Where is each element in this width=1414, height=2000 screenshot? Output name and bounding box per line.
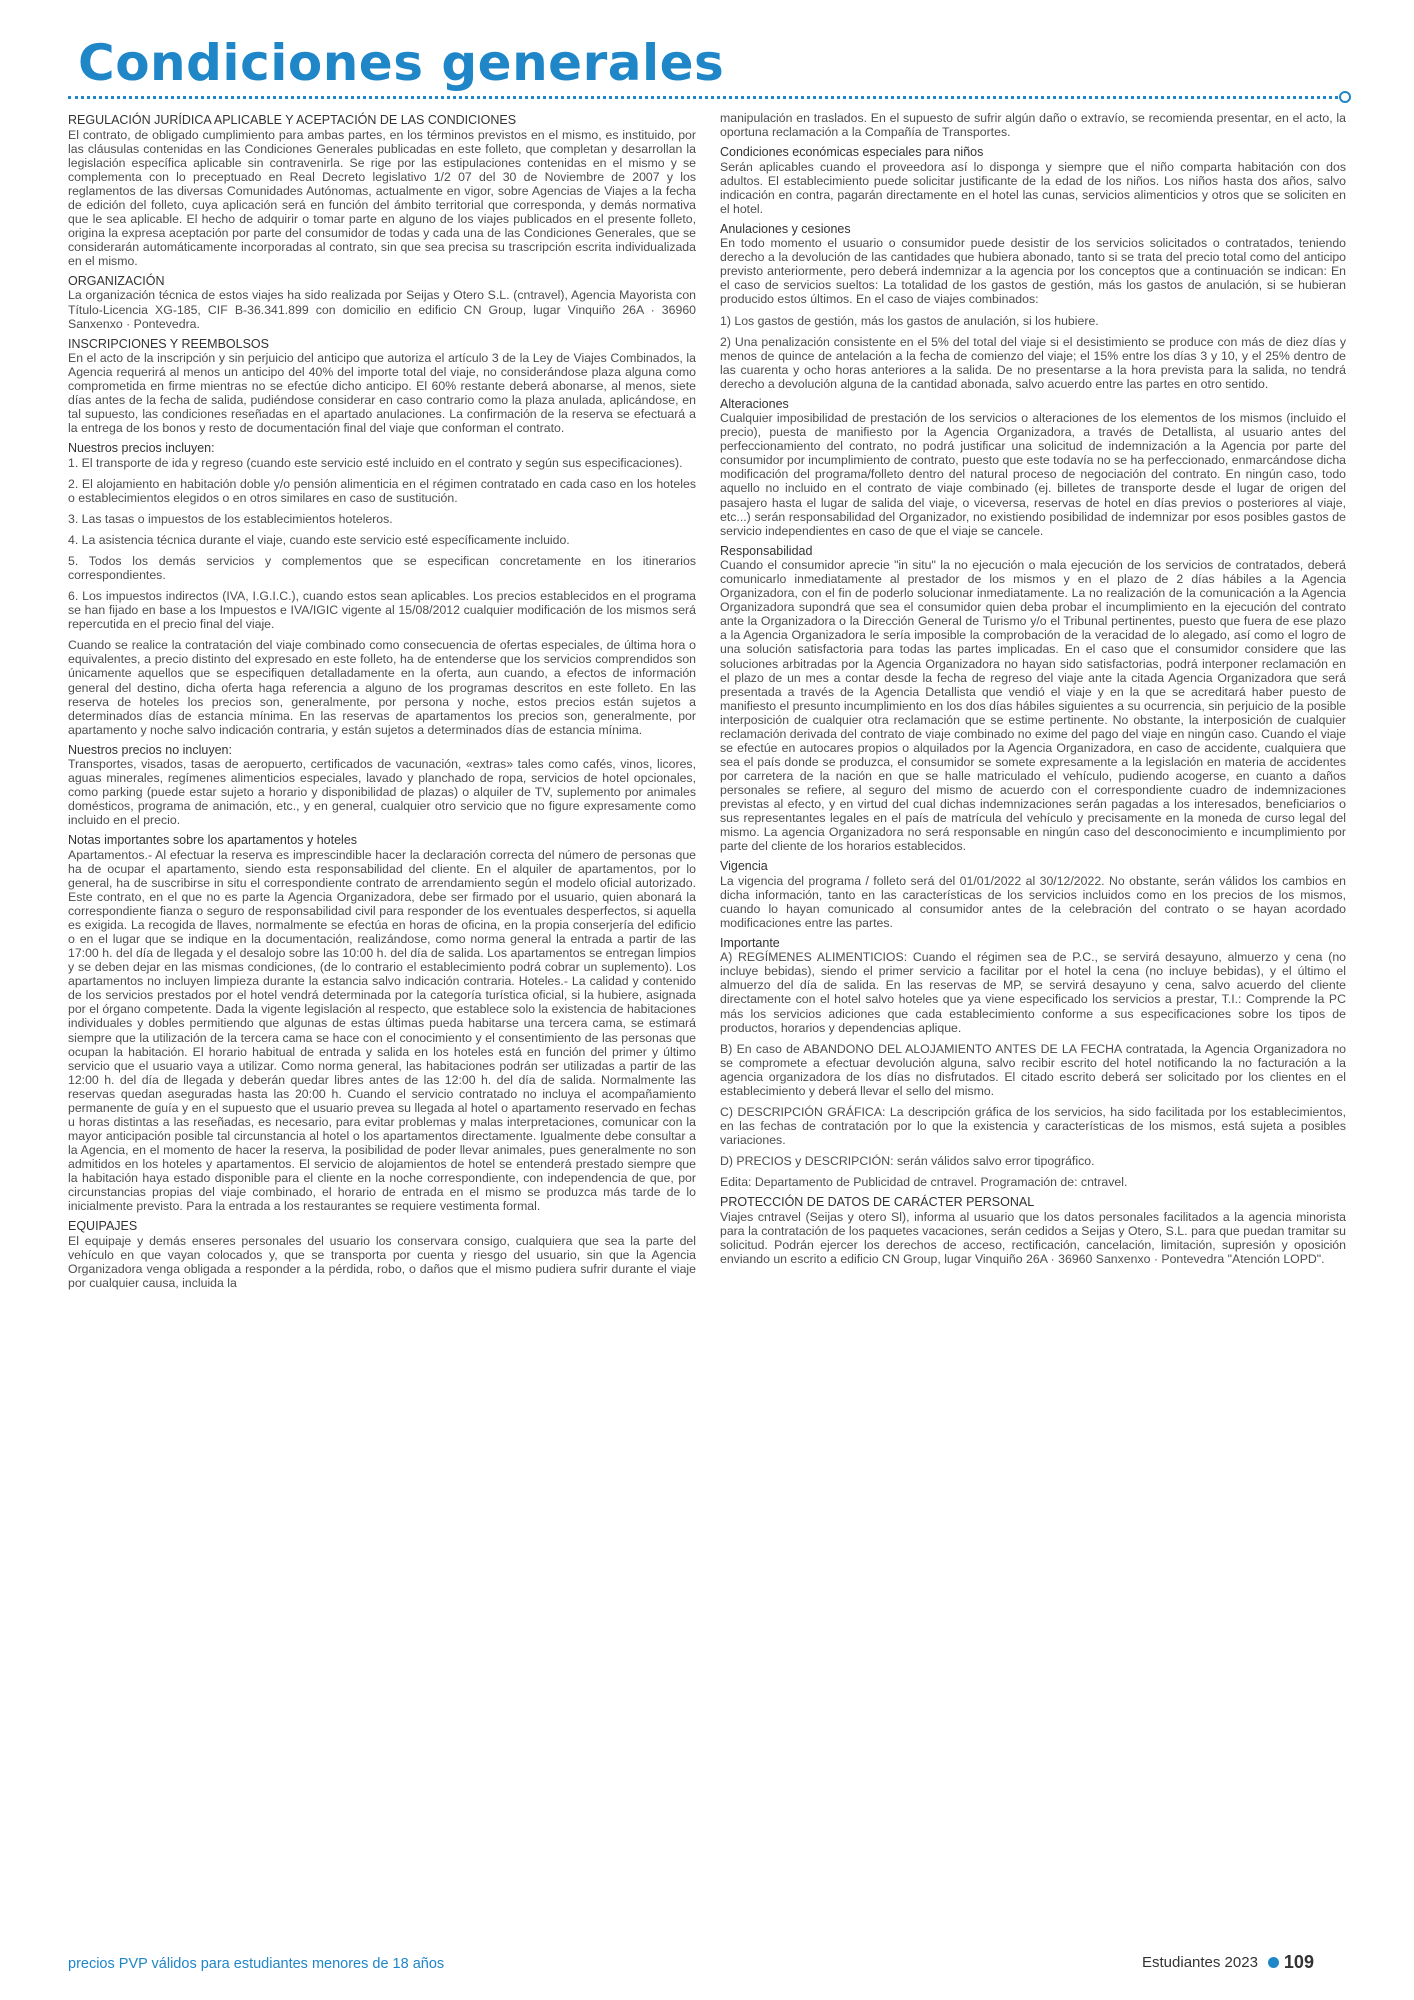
paragraph-responsabilidad: Cuando el consumidor aprecie "in situ" la no ejecución o mala ejecución de los servicios de contratados, deberá comunicarlo inmediatamente al prestador de los mismos y en el plazo de 2 días hábiles a la Agencia Organizadora, con el fin de poderlo solucionar inmediatamente. La no realización de la comunicación a la Agencia Organizadora supondrá que sea el consumidor quien deba probar el incumplimiento en la ejecución del contrato ante la Organizadora o la Dirección General de Turismo y/o el Tribunal pertinentes, puesto que fuera de ese plazo a la Agencia Organizadora le sería imposible la comprobación de la veracidad de lo alegado, así como el logro de una solución satisfactoria para todas las partes implicadas. En el caso que el consumidor considere que las soluciones arbitradas por la Agencia Organizadora no hayan sido satisfactorias, podrá interponer reclamación en el plazo de un mes a contar desde la fecha de regreso del viaje ante la citada Agencia Organizadora que será presentada a través de la Agencia Detallista que vendió el viaje y en la que se acreditará haber puesto de manifiesto el presunto incumplimiento en los dos días hábiles siguientes a su ocurrencia, sin perjuicio de la posible interposición de cualquier otra reclamación que se estime pertinente. No obstante, la interposición de cualquier reclamación derivada del contrato de viaje combinado no exime del pago del viaje en ningún caso. Cuando el viaje se efectúe en autocares propios o alquilados por la Agencia Organizadora, en caso de accidente, cualquiera que sea el país donde se produzca, el consumidor se somete expresamente a la legislación en materia de accidentes por carretera de la nación en que se halle matriculado el vehículo, pudiendo acogerse, en cuanto a daños personales se refiere, al seguro del mismo de acuerdo con el correspondiente cuadro de indemnizaciones previstas al efecto, y en virtud del cual dichas indemnizaciones serán pagadas a los interesados, beneficiarios o sus representantes legales en el país de matrícula del vehículo y precisamente en la moneda de curso legal del mismo. La agencia Organizadora no será responsable en ningún caso del desconocimiento e incumplimiento por parte del cliente de los horarios establecidos.: [720, 558, 1346, 854]
paragraph-inscripciones: En el acto de la inscripción y sin perjuicio del anticipo que autoriza el artículo 3 de la Ley de Viajes Combinados, la Agencia requerirá al menos un anticipo del 40% del importe total del viaje, no considerándose plaza alguna como comprometida en firme mientras no se efectúe dicho anticipo. El 60% restante deberá abonarse, al menos, siete días antes de la fecha de salida, pudiéndose considerar en caso contrario como la plaza anulada, aplicándose, en tal supuesto, las condiciones reseñadas en el apartado anulaciones. La confirmación de la reserva se efectuará a la entrega de los bonos y resto de documentación final del viaje que conforman el contrato.: [68, 351, 696, 436]
paragraph-equipajes: El equipaje y demás enseres personales del usuario los conservara consigo, cualquiera que sea la parte del vehículo en que vayan colocados y, que se transporta por cuenta y riesgo del usuario, sin que la Agencia Organizadora venga obligada a responder a la pérdida, robo, o daños que el mismo pudiera sufrir durante el viaje por cualquier causa, incluida la: [68, 1233, 696, 1290]
list-item-importante-a: A) REGÍMENES ALIMENTICIOS: Cuando el régimen sea de P.C., se servirá desayuno, almuerzo y cena (no incluye bebidas), siendo el primer servicio a facilitar por el hotel la cena (no incluye bebidas), y el último el almuerzo del día de salida. En las reservas de MP, se servirá desayuno y cena, salvo acuerdo del cliente directamente con el hotel salvo hoteles que ya viene especificado los servicios a prestar, T.I.: Comprende la PC más los servicios adiciones que cada establecimiento conforme a sus especificaciones sobre los tipos de productos, horarios y dependencias aplique.: [720, 950, 1346, 1035]
heading-alteraciones: Alteraciones: [720, 396, 789, 411]
heading-vigencia: Vigencia: [720, 859, 768, 874]
heading-notas: Notas importantes sobre los apartamentos y hoteles: [68, 833, 358, 848]
heading-no-incluyen: Nuestros precios no incluyen:: [68, 742, 232, 757]
left-column: [68, 111, 696, 1292]
heading-equipajes: EQUIPAJES: [68, 1219, 138, 1234]
paragraph-anulaciones: En todo momento el usuario o consumidor puede desistir de los servicios solicitados o contratados, teniendo derecho a la devolución de las cantidades que hubiera abonado, tanto si se trata del precio total como del anticipo previsto anteriormente, pero deberá indemnizar a la agencia por los conceptos que a continuación se indican: En el caso de servicios sueltos: La totalidad de los gastos de gestión, más los gastos de anulación, si se hubieran producido estos últimos. En el caso de viajes combinados:: [720, 236, 1346, 307]
heading-ninos: Condiciones económicas especiales para niños: [720, 145, 984, 160]
heading-responsabilidad: Responsabilidad: [720, 543, 813, 558]
title-divider: [68, 96, 1338, 99]
heading-incluyen: Nuestros precios incluyen:: [68, 441, 215, 456]
heading-importante: Importante: [720, 935, 780, 950]
list-item-incluye-5: 5. Todos los demás servicios y complementos que se especifican concretamente en los itinerarios correspondientes.: [68, 554, 696, 583]
paragraph-organizacion: La organización técnica de estos viajes ha sido realizada por Seijas y Otero S.L. (cntravel), Agencia Mayorista con Título-Licencia XG-185, CIF B-36.341.899 con domicilio en edificio CN Group, lugar Vinquiño 26A · 36960 Sanxenxo · Pontevedra.: [68, 288, 696, 331]
paragraph-edita: Edita: Departamento de Publicidad de cntravel. Programación de: cntravel.: [720, 1175, 1128, 1189]
list-item-incluye-3: 3. Las tasas o impuestos de los establecimientos hoteleros.: [68, 512, 393, 527]
heading-inscripciones: INSCRIPCIONES Y REEMBOLSOS: [68, 336, 269, 351]
paragraph-ofertas: Cuando se realice la contratación del viaje combinado como consecuencia de ofertas especiales, de última hora o equivalentes, a precio distinto del expresado en este folleto, ha de entenderse que los servicios comprendidos son únicamente aquellos que se especifiquen detalladamente en la oferta, aun cuando, a efectos de información general del destino, dicha oferta haga referencia a alguno de los programas descritos en este folleto. En las reserva de hoteles los precios son, generalmente, por persona y noche, estos precios están sujetos a determinados días de estancia mínima. En las reservas de apartamentos los precios son, generalmente, por apartamento y noche salvo indicación contraria, y están sujetos a determinados días de estancia mínima.: [68, 638, 696, 737]
paragraph-no-incluyen: Transportes, visados, tasas de aeropuerto, certificados de vacunación, «extras» tales como cafés, vinos, licores, aguas minerales, regímenes alimenticios especiales, lavado y planchado de ropa, servicios de hotel opcionales, como parking (puede estar sujeto a horario y disponibilidad de plazas) o alquiler de TV, suplemento por animales domésticos, programa de animación, etc., y en general, cualquier otro servicio que no figure expresamente como incluido en el precio.: [68, 757, 696, 828]
paragraph-alteraciones: Cualquier imposibilidad de prestación de los servicios o alteraciones de los elementos de los mismos (incluido el precio), puesta de manifiesto por la Agencia Organizadora, a través de Detallista, al usuario antes del perfeccionamiento del contrato, no podrá justificar una solicitud de indemnización a la Agencia por parte del consumidor por incumplimiento de contrato, puesto que este todavía no se ha perfeccionado, enmarcándose dicha modificación del programa/folleto dentro del natural proceso de negociación del contrato. En ningún caso, todo aquello no incluido en el contrato de viaje combinado (ej. billetes de transporte desde el lugar de origen del pasajero hasta el lugar de salida del viaje, o viceversa, reservas de hotel en días previos o posteriores al viaje, etc...) serán responsabilidad del Organizador, no existiendo posibilidad de indemnizar por esos posibles gastos de servicio independientes en caso de que el viaje se cancele.: [720, 411, 1346, 538]
page-title: Condiciones generales: [78, 34, 725, 92]
list-item-incluye-6: 6. Los impuestos indirectos (IVA, I.G.I.C.), cuando estos sean aplicables. Los precios establecidos en el programa se han fijado en base a los Impuestos e IVA/IGIC vigente al 15/08/2012 cualquier modificación de los mismos será repercutida en el precio final del viaje.: [68, 589, 696, 632]
list-item-incluye-2: 2. El alojamiento en habitación doble y/o pensión alimenticia en el régimen contratado en cada caso en los hoteles o establecimientos elegidos o en otros similares en caso de sustitución.: [68, 476, 696, 505]
divider-end-dot: [1339, 91, 1351, 103]
list-item-anulacion-1: 1) Los gastos de gestión, más los gastos de anulación, si los hubiere.: [720, 313, 1099, 328]
paragraph-proteccion: Viajes cntravel (Seijas y otero Sl), informa al usuario que los datos personales facilitados a la agencia minorista para la contratación de los paquetes vacaciones, serán cedidos a Seijas y Otero, S.L. para que puedan tramitar su solicitud. Podrán ejercer los derechos de acceso, rectificación, cancelación, limitación, supresión y oposición enviando un escrito a edificio CN Group, lugar Vinquiño 26A · 36960 Sanxenxo · Pontevedra "Atención LOPD".: [720, 1209, 1346, 1266]
paragraph-regulacion: El contrato, de obligado cumplimiento para ambas partes, en los términos previstos en el mismo, es instituido, por las cláusulas contenidas en las Condiciones Generales publicadas en este folleto, que completan y desarrollan la legislación específica aplicable sin contravenirla. Se rige por las estipulaciones contenidas en el mismo y se complementa con lo preceptuado en Real Decreto legislativo 1/2 07 del 30 de Noviembre de 2007 y los reglamentos de las diversas Comunidades Autónomas, actualmente en vigor, sobre Agencias de Viajes a la fecha de edición del folleto, cuya aplicación será en función del ámbito territorial que corresponda, y demás normativa que le sea aplicable. El hecho de adquirir o tomar parte en alguno de los viajes publicados en el presente folleto, origina la expresa aceptación por parte del consumidor de todas y cada una de las Condiciones Generales, que se considerarán automáticamente incorporadas al contrato, sin que sea precisa su trascripción escrita individualizada en el mismo.: [68, 127, 696, 268]
paragraph-vigencia: La vigencia del programa / folleto será del 01/01/2022 al 30/12/2022. No obstante, serán válidos los cambios en dicha información, tanto en las características de los servicios incluidos como en los precios de los mismos, cuando lo hayan comunicado al consumidor antes de la celebración del contrato o se hayan acordado modificaciones entre las partes.: [720, 873, 1346, 930]
heading-regulacion: REGULACIÓN JURÍDICA APLICABLE Y ACEPTACIÓN DE LAS CONDICIONES: [68, 113, 517, 127]
list-item-incluye-1: 1. El transporte de ida y regreso (cuando este servicio esté incluido en el contrato y según sus especificaciones).: [68, 455, 683, 470]
heading-anulaciones: Anulaciones y cesiones: [720, 221, 851, 236]
list-item-incluye-4: 4. La asistencia técnica durante el viaje, cuando este servicio esté específicamente incluido.: [68, 533, 570, 548]
heading-proteccion: PROTECCIÓN DE DATOS DE CARÁCTER PERSONAL: [720, 1195, 1035, 1210]
list-item-importante-d: D) PRECIOS y DESCRIPCIÓN: serán válidos salvo error tipográfico.: [720, 1153, 1095, 1168]
page-number: 109: [1283, 1952, 1314, 1972]
list-item-importante-c: C) DESCRIPCIÓN GRÁFICA: La descripción gráfica de los servicios, ha sido facilitada por los establecimientos, en las fechas de contratación por lo que la existencia y características de los mismos, está sujeta a posibles variaciones.: [720, 1104, 1346, 1147]
heading-organizacion: ORGANIZACIÓN: [68, 273, 165, 288]
footer-note: precios PVP válidos para estudiantes menores de 18 años: [68, 1956, 445, 1972]
paragraph-ninos: Serán aplicables cuando el proveedora así lo disponga y siempre que el niño comparta habitación con dos adultos. El establecimiento puede solicitar justificante de la edad de los niños. Los niños hasta dos años, salvo indicación en contra, pagarán directamente en el hotel las cunas, servicios alimenticios y otros que se soliciten en el hotel.: [720, 159, 1346, 216]
footer-page-info: [1142, 1952, 1314, 1973]
list-item-importante-b: B) En caso de ABANDONO DEL ALOJAMIENTO ANTES DE LA FECHA contratada, la Agencia Organizadora no se compromete a efectuar devolución alguna, salvo recibir escrito del hotel notificando la no facturación a la agencia organizadora de los días no disfrutados. El citado escrito deberá ser solicitado por los clientes en el establecimiento y deberá llevar el sello del mismo.: [720, 1041, 1346, 1098]
paragraph-equipajes-continua: manipulación en traslados. En el supuesto de sufrir algún daño o extravío, se recomienda presentar, en el acto, la oportuna reclamación a la Compañía de Transportes.: [720, 111, 1346, 140]
footer-publication-label: Estudiantes 2023: [1142, 1954, 1258, 1971]
paragraph-notas: Apartamentos.- Al efectuar la reserva es imprescindible hacer la declaración correcta del número de personas que ha de ocupar el apartamento, siendo esta responsabilidad del cliente. En el alquiler de apartamentos, por lo general, ha de suscribirse in situ el correspondiente contrato de arrendamiento según el modelo oficial autorizado. Este contrato, en el que no es parte la Agencia Organizadora, debe ser firmado por el usuario, quien abonará la correspondiente fianza o seguro de responsabilidad civil para responder de los eventuales desperfectos, si aquella es exigida. La recogida de llaves, normalmente se efectúa en horas de oficina, en la propia conserjería del edificio o en el lugar que se indique en la documentación, realizándose, como norma general la entrada a partir de las 17:00 h. del día de llegada y el desalojo sobre las 10:00 h. del día de salida. Los apartamentos se entregan limpios y se deben dejar en las mismas condiciones, (de lo contrario el establecimiento podrá cobrar un suplemento). Los apartamentos no incluyen limpieza durante la estancia salvo indicación contraria. Hoteles.- La calidad y contenido de los servicios prestados por el hotel vendrá determinada por la categoría turística oficial, si la hubiere, asignada por el órgano competente. Dada la vigente legislación al respecto, que establece solo la existencia de habitaciones individuales y dobles permitiendo que algunas de estas últimas pueda habitarse una tercera cama, se estimará siempre que la utilización de la tercera cama se hace con el conocimiento y el consentimiento de las personas que ocupan la habitación. El horario habitual de entrada y salida en los hoteles está en función del primer y último servicio que el usuario vaya a utilizar. Como norma general, las habitaciones podrán ser utilizadas a partir de las 12:00 h. del día de llegada y deberán quedar libres antes de las 12:00 h. del día de salida. Normalmente las reservas quedan aseguradas hasta las 20:00 h. Cuando el servicio contratado no incluya el acompañamiento permanente de guía y en el supuesto que el usuario prevea su llegada al hotel o apartamento reservado en fechas u horas distintas a las reseñadas, es necesario, para evitar problemas y malas interpretaciones, comunicar con la mayor anticipación posible tal circunstancia al hotel o los apartamentos directamente. Igualmente debe consultar a la Agencia, en el momento de hacer la reserva, la posibilidad de poder llevar animales, pues generalmente no son admitidos en los hoteles y apartamentos. El servicio de alojamientos de hotel se entenderá prestado siempre que la habitación haya estado disponible para el cliente en la noche correspondiente, con independencia de que, por circunstancias propias del viaje combinado, el horario de entrada en el mismo se produzca más tarde de lo inicialmente previsto. Para la entrada a los restaurantes se requiere vestimenta formal.: [68, 847, 696, 1214]
page-number-dot-icon: [1268, 1957, 1279, 1968]
right-column: [720, 111, 1346, 1268]
list-item-anulacion-2: 2) Una penalización consistente en el 5% del total del viaje si el desistimiento se produce con más de diez días y menos de quince de antelación a la fecha de comienzo del viaje; el 15% entre los días 3 y 10, y el 25% dentro de las cuarenta y ocho horas anteriores a la salida. De no presentarse a la hora prevista para la salida, no tendrá derecho a devolución alguna de la cantidad abonada, salvo acuerdo entre las partes en otro sentido.: [720, 334, 1346, 391]
